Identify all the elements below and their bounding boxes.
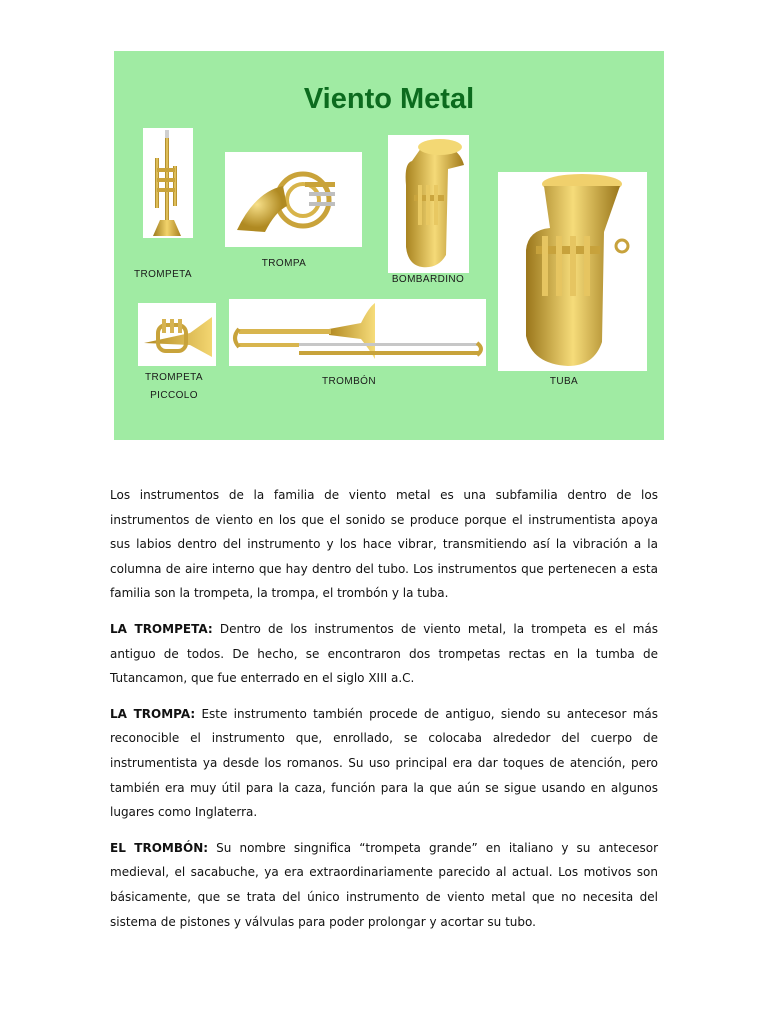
trompa-label: TROMPA — [261, 258, 307, 269]
trompeta-image — [143, 128, 193, 238]
trombon-image — [229, 299, 486, 366]
trompa-heading: LA TROMPA: — [110, 706, 196, 721]
trompeta-piccolo-label-1: TROMPETA — [144, 372, 203, 383]
trombon-paragraph — [110, 836, 658, 934]
instrument-figure — [114, 51, 664, 440]
bombardino-label: BOMBARDINO — [391, 274, 465, 285]
trompeta-piccolo-label-2: PICCOLO — [150, 390, 198, 401]
trompeta-label: TROMPETA — [133, 269, 192, 280]
trombon-text: Su nombre singnifica “trompeta grande” en italiano y su antecesor medieval, el sacabuche, ya era extraordinariamente parecido al actual. Los motivos son básicamente, que se trata del único instrumento de viento metal que no necesita del sistema de pistones y válvulas para poder prolongar y acortar su tubo. — [110, 840, 659, 929]
trompa-paragraph — [110, 702, 658, 825]
trombon-heading: EL TROMBÓN: — [110, 840, 209, 855]
trombon-label: TROMBÓN — [322, 376, 376, 387]
body-text — [110, 483, 658, 945]
tuba-label: TUBA — [549, 376, 579, 387]
trompa-image — [225, 152, 362, 247]
tuba-image — [498, 172, 647, 371]
intro-paragraph: Los instrumentos de la familia de viento metal es una subfamilia dentro de los instrumentos de viento en los que el sonido se produce porque el instrumentista apoya sus labios dentro del instrumento y los hace vibrar, transmitiendo así la vibración a la columna de aire interno que hay dentro del tubo. Los instrumentos que pertenecen a esta familia son la trompeta, la trompa, el trombón y la tuba. — [110, 488, 658, 601]
trompa-text: Este instrumento también procede de antiguo, siendo su antecesor más reconocible el instrumento que, enrollado, se colocaba alrededor del cuerpo de instrumentista ya desde los romanos. Su uso principal era dar toques de atención, pero también era muy útil para la caza, función para la que aún se sigue usando en algunos lugares como Inglaterra. — [110, 706, 658, 820]
trompeta-heading: LA TROMPETA: — [110, 621, 213, 636]
trompeta-piccolo-image — [138, 303, 216, 366]
trompeta-text: Dentro de los instrumentos de viento metal, la trompeta es el más antiguo de todos. De hecho, se encontraron dos trompetas rectas en la tumba de Tutancamon, que fue enterrado en el siglo XIII a.C. — [110, 621, 659, 686]
trompeta-paragraph — [110, 617, 658, 691]
figure-title: Viento Metal — [303, 83, 475, 115]
bombardino-image — [388, 135, 469, 273]
